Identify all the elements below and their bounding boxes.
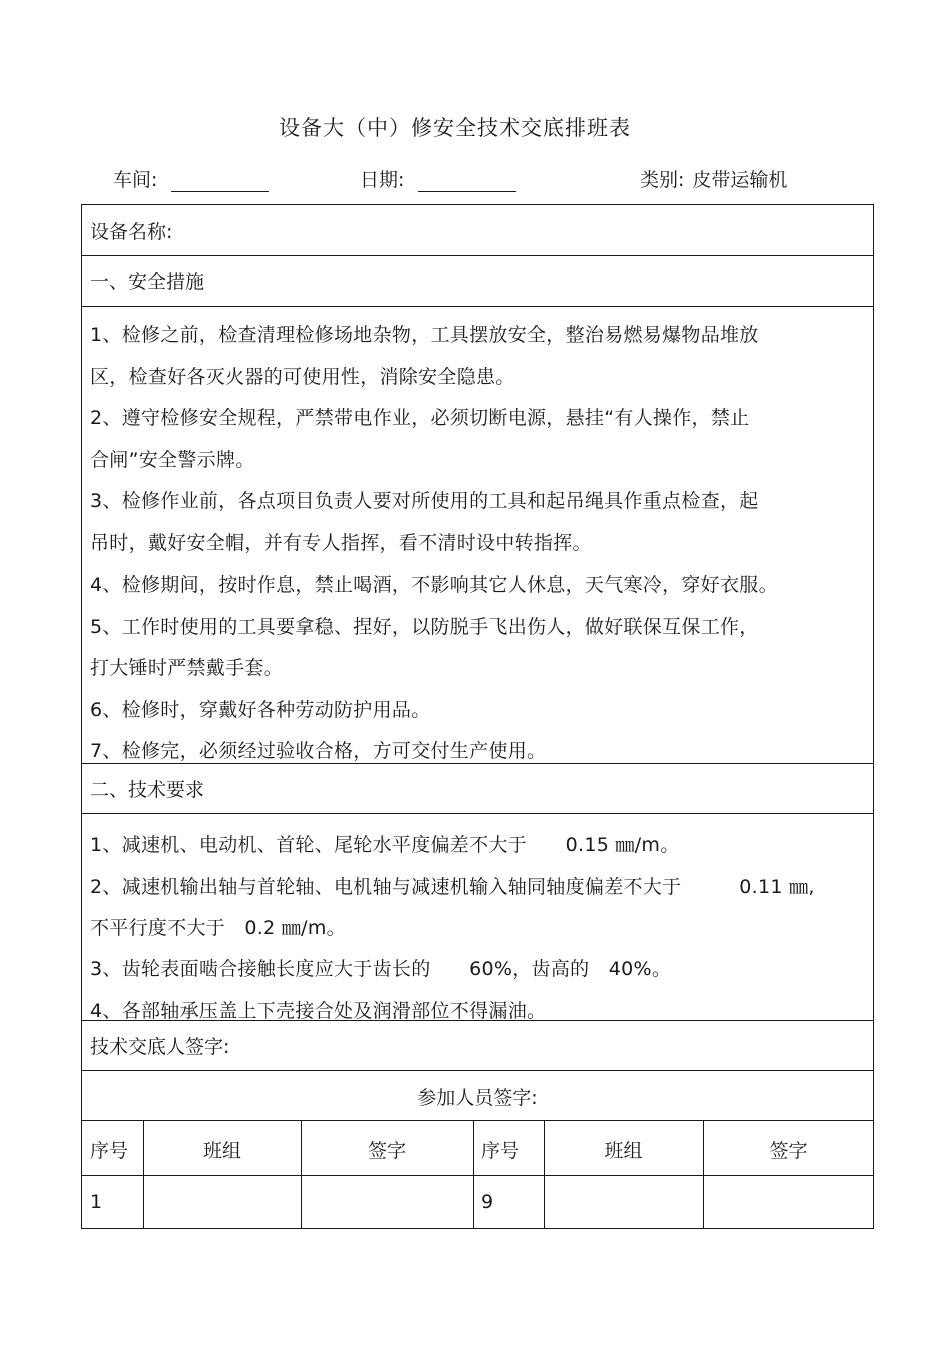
- requirement-line: 不平行度不大于 0.2 ㎜/m。: [90, 917, 346, 939]
- column-header-signature-2: 签字: [769, 1140, 808, 1162]
- column-header-team-1: 班组: [202, 1140, 241, 1162]
- document-title: 设备大（中）修安全技术交底排班表: [279, 116, 631, 140]
- safety-line: 7、检修完，必须经过验收合格，方可交付生产使用。: [90, 740, 547, 762]
- safety-line: 5、工作时使用的工具要拿稳、捏好，以防脱手飞出伤人，做好联保互保工作，: [90, 616, 759, 638]
- date-blank[interactable]: [418, 169, 516, 192]
- safety-line: 打大锤时严禁戴手套。: [90, 657, 284, 679]
- row-index-cell: 1: [90, 1191, 103, 1213]
- team-cell[interactable]: [544, 1175, 703, 1229]
- safety-line: 1、检修之前，检查清理检修场地杂物，工具摆放安全，整治易燃易爆物品堆放: [90, 324, 759, 346]
- technical-requirements-body: [82, 814, 873, 1021]
- participants-grid: [82, 1121, 873, 1229]
- safety-briefing-table: [81, 204, 874, 1229]
- safety-line: 合闸”安全警示牌。: [90, 449, 255, 471]
- equipment-name-row: [82, 205, 873, 256]
- column-header-index-2: 序号: [481, 1140, 520, 1162]
- category-label: 类别:: [640, 169, 685, 191]
- date-field: [360, 165, 516, 192]
- safety-line: 区，检查好各灭火器的可使用性，消除安全隐患。: [90, 366, 515, 388]
- participants-label: 参加人员签字:: [417, 1087, 538, 1109]
- signature-cell[interactable]: [703, 1175, 874, 1229]
- safety-line: 2、遵守检修安全规程，严禁带电作业，必须切断电源，悬挂“有人操作，禁止: [90, 407, 750, 429]
- signature-cell[interactable]: [301, 1175, 473, 1229]
- workshop-field: [113, 165, 269, 192]
- grid-divider: [473, 1121, 474, 1229]
- workshop-blank[interactable]: [171, 169, 269, 192]
- requirement-line: 2、减速机输出轴与首轮轴、电机轴与减速机输入轴同轴度偏差不大于 0.11 ㎜,: [90, 876, 815, 898]
- requirement-line: 1、减速机、电动机、首轮、尾轮水平度偏差不大于 0.15 ㎜/m。: [90, 834, 680, 856]
- category-field: [640, 165, 787, 192]
- technical-requirements-header-row: [82, 764, 873, 814]
- signer-label: 技术交底人签字:: [90, 1036, 230, 1058]
- signer-row: [82, 1021, 873, 1071]
- safety-line: 6、检修时，穿戴好各种劳动防护用品。: [90, 699, 431, 721]
- workshop-label: 车间:: [113, 169, 158, 191]
- safety-measures-body: [82, 307, 873, 764]
- team-cell[interactable]: [143, 1175, 301, 1229]
- category-value: 皮带运输机: [692, 169, 788, 191]
- row-index-cell: 9: [481, 1191, 494, 1213]
- safety-measures-title: 一、安全措施: [90, 271, 205, 293]
- column-header-index-1: 序号: [90, 1140, 129, 1162]
- participants-row: [82, 1071, 873, 1121]
- safety-line: 4、检修期间，按时作息，禁止喝酒，不影响其它人休息，天气寒冷，穿好衣服。: [90, 574, 778, 596]
- safety-line: 吊时，戴好安全帽，并有专人指挥，看不清时设中转指挥。: [90, 532, 592, 554]
- requirement-line: 4、各部轴承压盖上下壳接合处及润滑部位不得漏油。: [90, 1000, 547, 1022]
- safety-measures-header-row: [82, 256, 873, 307]
- column-header-signature-1: 签字: [367, 1140, 406, 1162]
- technical-requirements-title: 二、技术要求: [90, 779, 205, 801]
- equipment-name-label: 设备名称:: [90, 221, 173, 243]
- column-header-team-2: 班组: [604, 1140, 643, 1162]
- date-label: 日期:: [360, 169, 405, 191]
- requirement-line: 3、齿轮表面啮合接触长度应大于齿长的 60%，齿高的 40%。: [90, 958, 672, 980]
- safety-line: 3、检修作业前，各点项目负责人要对所使用的工具和起吊绳具作重点检查，起: [90, 490, 759, 512]
